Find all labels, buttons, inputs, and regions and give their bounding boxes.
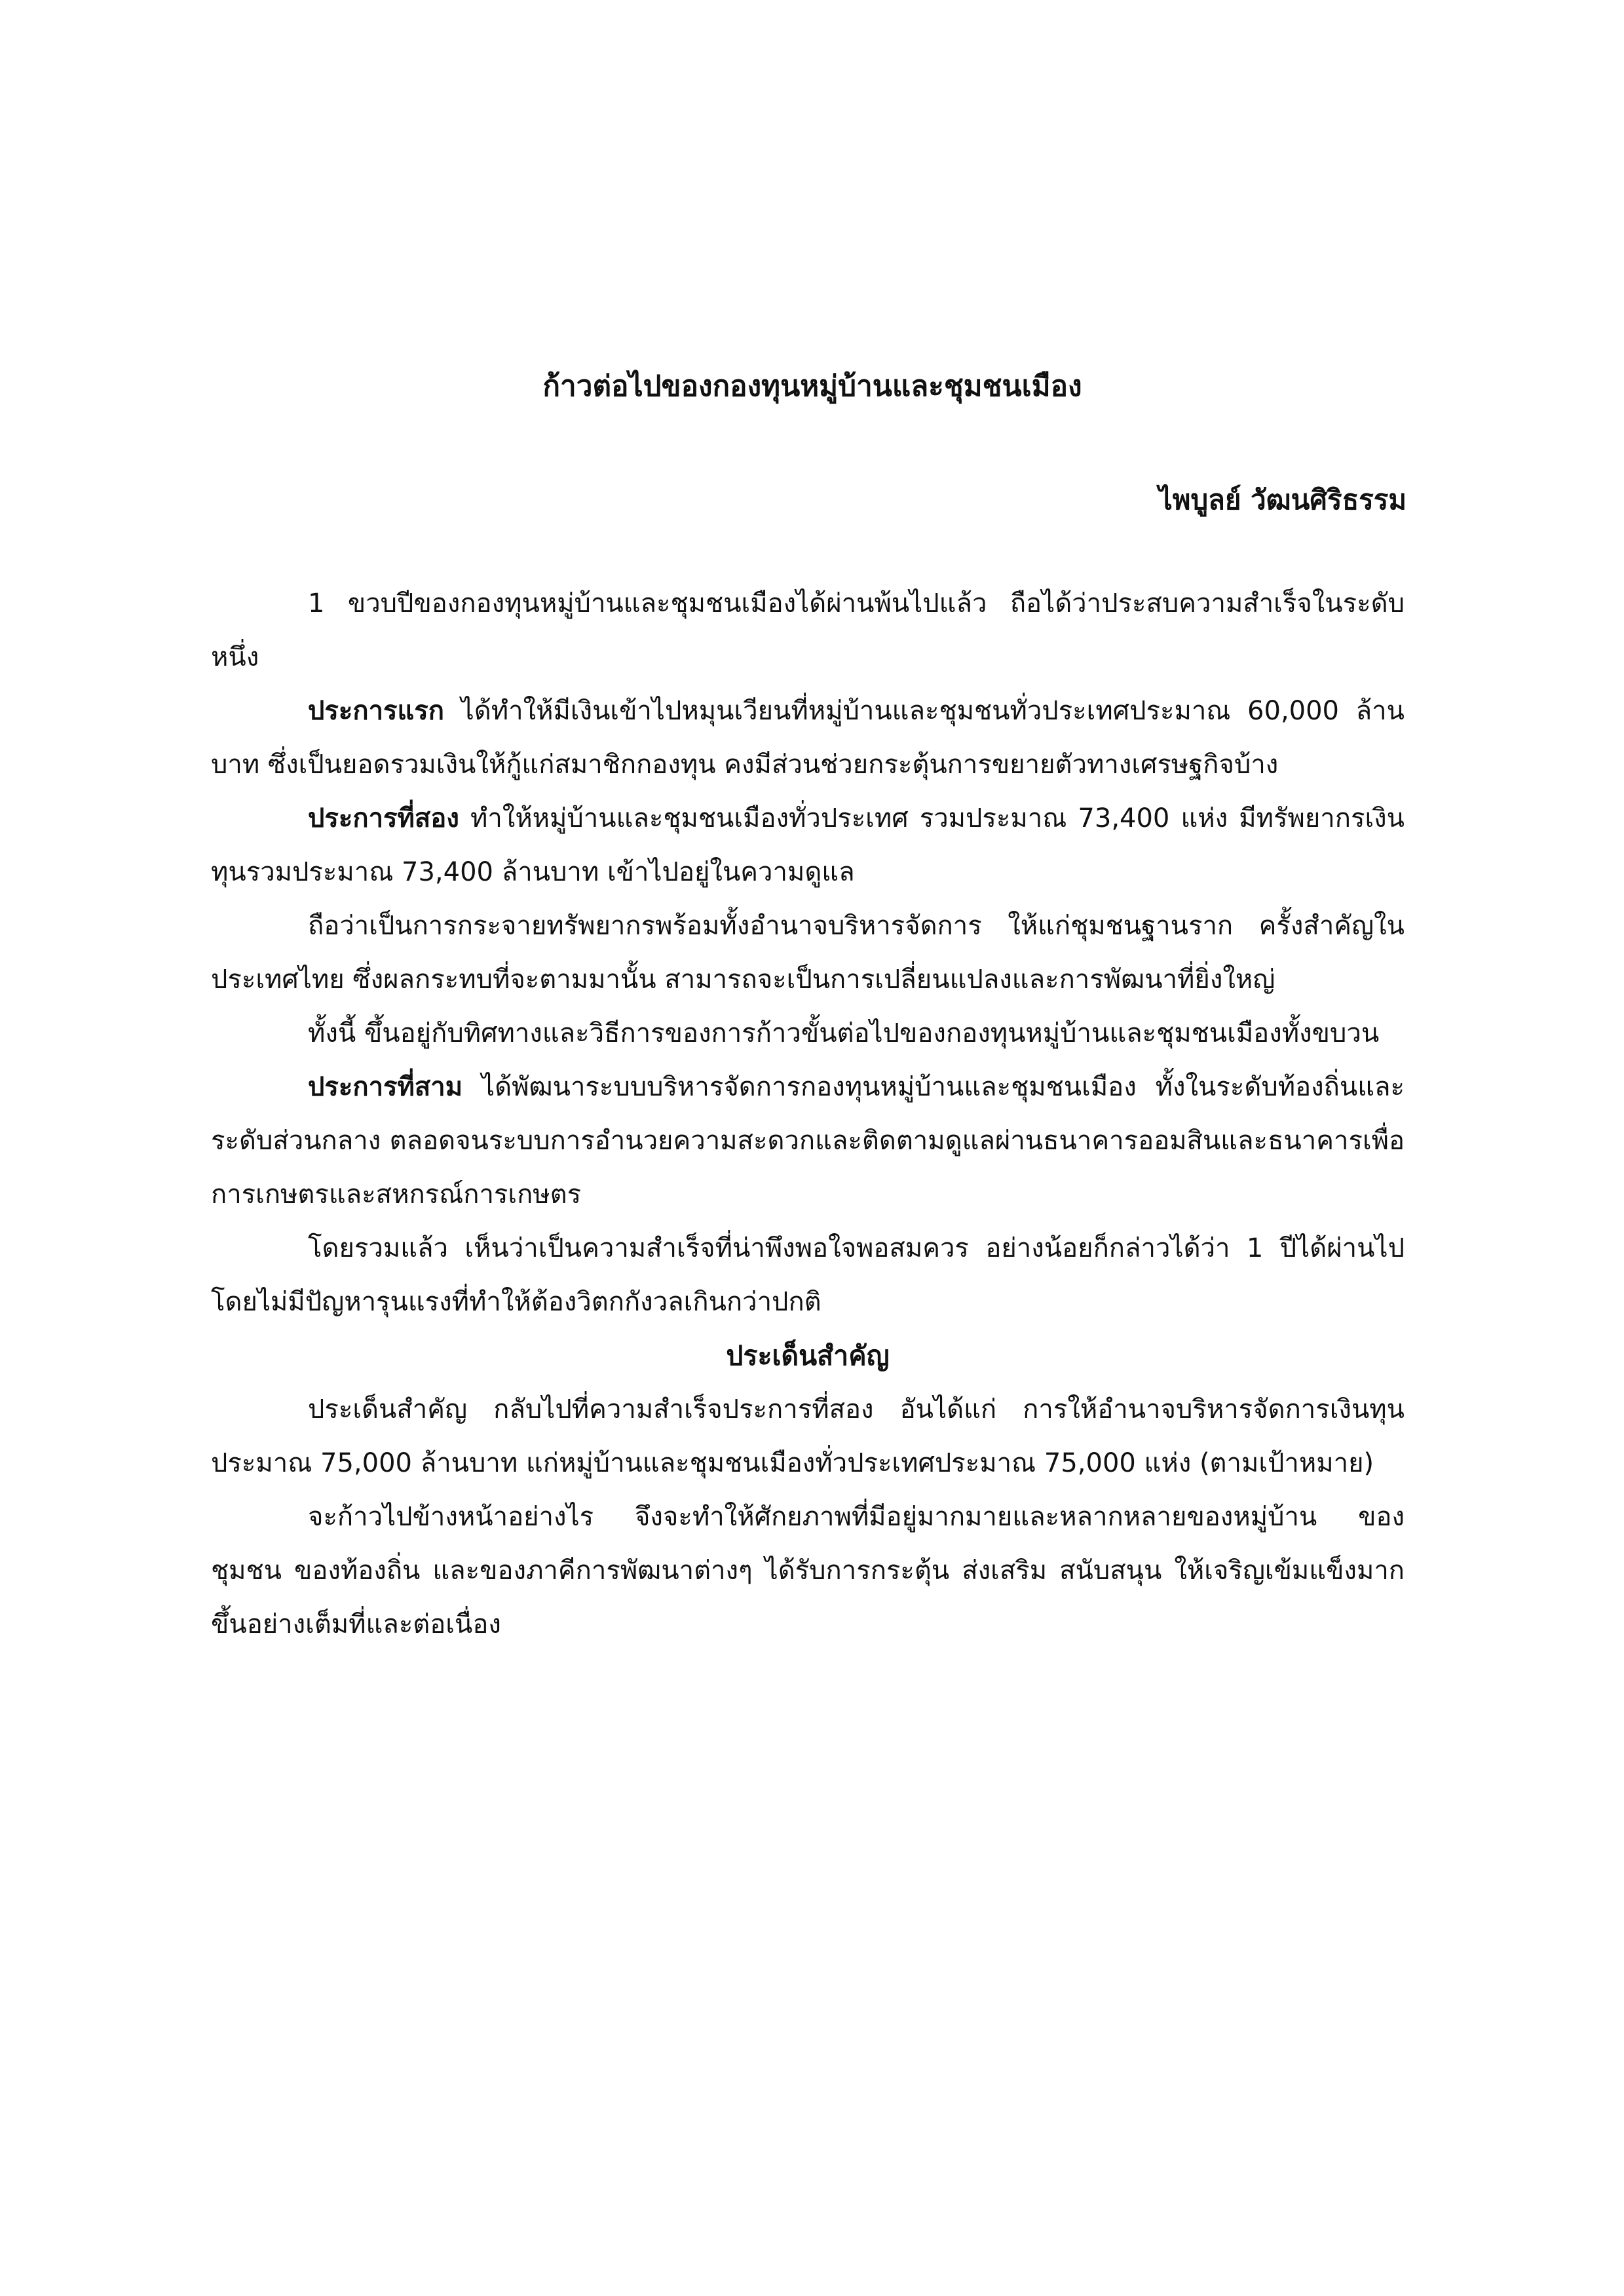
paragraph-2: [211, 684, 1405, 792]
paragraph-lead: ประการแรก: [308, 696, 445, 726]
paragraph-text: ทั้งนี้ ขึ้นอยู่กับทิศทางและวิธีการของการก้าวขั้นต่อไปของกองทุนหมู่บ้านและชุมชนเมืองทั้งขบวน: [308, 1018, 1380, 1048]
paragraph-text: ประเด็นสำคัญ กลับไปที่ความสำเร็จประการที่สอง อันได้แก่ การให้อำนาจบริหารจัดการเงินทุนประมาณ 75,000 ล้านบาท แก่หมู่บ้านและชุมชนเมืองทั่วประเทศประมาณ 75,000 แห่ง (ตามเป้าหมาย): [211, 1394, 1405, 1478]
paragraph-3: [211, 792, 1405, 899]
section-paragraph-1: [211, 1383, 1405, 1490]
document-body: [211, 577, 1405, 1651]
paragraph-7: [211, 1221, 1405, 1329]
paragraph-text: ได้พัฒนาระบบบริหารจัดการกองทุนหมู่บ้านและชุมชนเมือง ทั้งในระดับท้องถิ่นและระดับส่วนกลาง ตลอดจนระบบการอำนวยความสะดวกและติดตามดูแลผ่านธนาคารออมสินและธนาคารเพื่อการเกษตรและสหกรณ์การเกษตร: [211, 1072, 1405, 1210]
paragraph-1: [211, 577, 1405, 684]
document-author: ไพบูลย์ วัฒนศิริธรรม: [1158, 484, 1407, 516]
section-paragraph-2: [211, 1490, 1405, 1651]
paragraph-5: [211, 1006, 1405, 1060]
paragraph-4: [211, 899, 1405, 1006]
paragraph-text: จะก้าวไปข้างหน้าอย่างไร จึงจะทำให้ศักยภาพที่มีอยู่มากมายและหลากหลายของหมู่บ้าน ของชุมชน ของท้องถิ่น และของภาคีการพัฒนาต่างๆ ได้รับการกระตุ้น ส่งเสริม สนับสนุน ให้เจริญเข้มแข็งมากขึ้นอย่างเต็มที่และต่อเนื่อง: [211, 1502, 1405, 1639]
section-heading: ประเด็นสำคัญ: [726, 1340, 890, 1371]
paragraph-lead: ประการที่สาม: [308, 1072, 463, 1102]
document-title: ก้าวต่อไปของกองทุนหมู่บ้านและชุมชนเมือง: [542, 370, 1082, 403]
paragraph-text: 1 ขวบปีของกองทุนหมู่บ้านและชุมชนเมืองได้ผ่านพ้นไปแล้ว ถือได้ว่าประสบความสำเร็จในระดับหนึ่ง: [211, 588, 1405, 672]
paragraph-text: ทำให้หมู่บ้านและชุมชนเมืองทั่วประเทศ รวมประมาณ 73,400 แห่ง มีทรัพยากรเงินทุนรวมประมาณ 73,400 ล้านบาท เข้าไปอยู่ในความดูแล: [211, 803, 1405, 887]
paragraph-6: [211, 1060, 1405, 1221]
paragraph-text: ได้ทำให้มีเงินเข้าไปหมุนเวียนที่หมู่บ้านและชุมชนทั่วประเทศประมาณ 60,000 ล้านบาท ซึ่งเป็นยอดรวมเงินให้กู้แก่สมาชิกกองทุน คงมีส่วนช่วยกระตุ้นการขยายตัวทางเศรษฐกิจบ้าง: [211, 696, 1405, 780]
paragraph-lead: ประการที่สอง: [308, 803, 459, 833]
paragraph-text: ถือว่าเป็นการกระจายทรัพยากรพร้อมทั้งอำนาจบริหารจัดการ ให้แก่ชุมชนฐานราก ครั้งสำคัญในประเทศไทย ซึ่งผลกระทบที่จะตามมานั้น สามารถจะเป็นการเปลี่ยนแปลงและการพัฒนาที่ยิ่งใหญ่: [211, 911, 1405, 995]
paragraph-text: โดยรวมแล้ว เห็นว่าเป็นความสำเร็จที่น่าพึงพอใจพอสมควร อย่างน้อยก็กล่าวได้ว่า 1 ปีได้ผ่านไป โดยไม่มีปัญหารุนแรงที่ทำให้ต้องวิตกกังวลเกินกว่าปกติ: [211, 1233, 1405, 1317]
